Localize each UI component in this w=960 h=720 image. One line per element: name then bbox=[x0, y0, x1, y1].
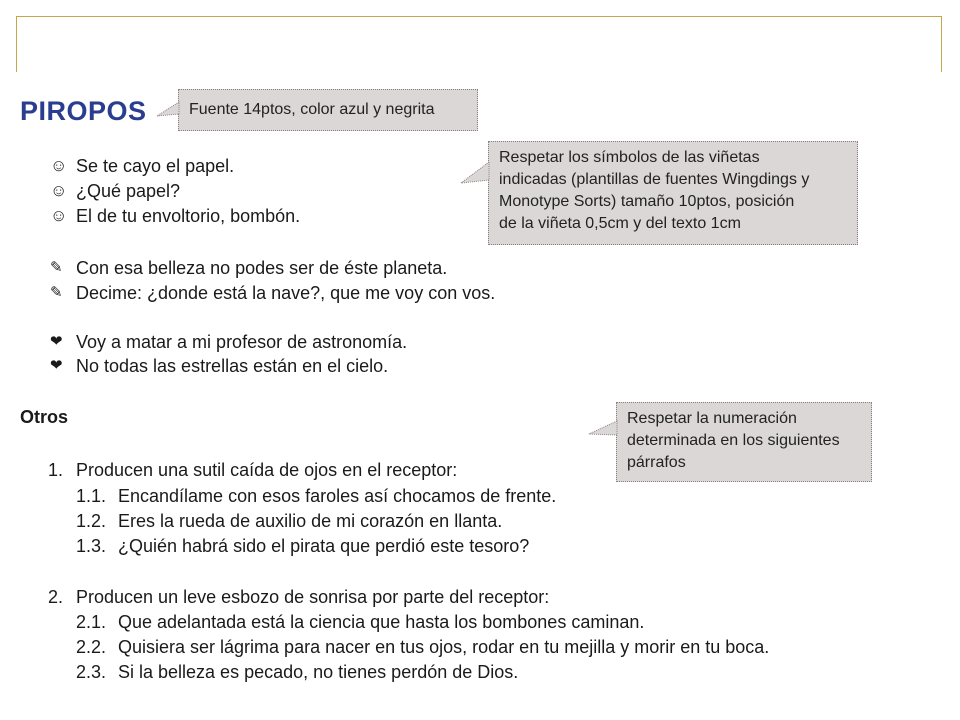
smiley-icon: ☺ bbox=[50, 206, 68, 225]
callout-line: Respetar los símbolos de las viñetas bbox=[499, 149, 760, 166]
smiley-icon: ☺ bbox=[50, 181, 68, 200]
callout-font bbox=[178, 89, 478, 131]
smiley-icon: ☺ bbox=[50, 156, 68, 175]
callout-line: Monotype Sorts) tamaño 10ptos, posición bbox=[499, 193, 795, 210]
callout-font-text: Fuente 14ptos, color azul y negrita bbox=[189, 101, 435, 118]
section-title: Otros bbox=[20, 407, 69, 427]
pen-icon: ✎ bbox=[50, 284, 63, 301]
pen-icon: ✎ bbox=[50, 259, 63, 276]
callout-pointer bbox=[589, 421, 617, 443]
heart-icon: ❤ bbox=[50, 357, 63, 374]
document-title: PIROPOS bbox=[20, 96, 147, 126]
callout-pointer bbox=[157, 102, 179, 122]
callout-line: párrafos bbox=[627, 454, 686, 471]
heart-icon: ❤ bbox=[50, 333, 63, 350]
callout-line: de la viñeta 0,5cm y del texto 1cm bbox=[499, 215, 741, 232]
callout-bullets bbox=[488, 141, 858, 245]
callout-line: indicadas (plantillas de fuentes Wingdings y bbox=[499, 171, 810, 188]
callout-pointer bbox=[461, 162, 489, 186]
callout-line: Respetar la numeración bbox=[627, 410, 797, 427]
callout-numbering bbox=[616, 402, 872, 482]
callout-line: determinada en los siguientes bbox=[627, 432, 840, 449]
slide-header-frame bbox=[16, 16, 942, 72]
